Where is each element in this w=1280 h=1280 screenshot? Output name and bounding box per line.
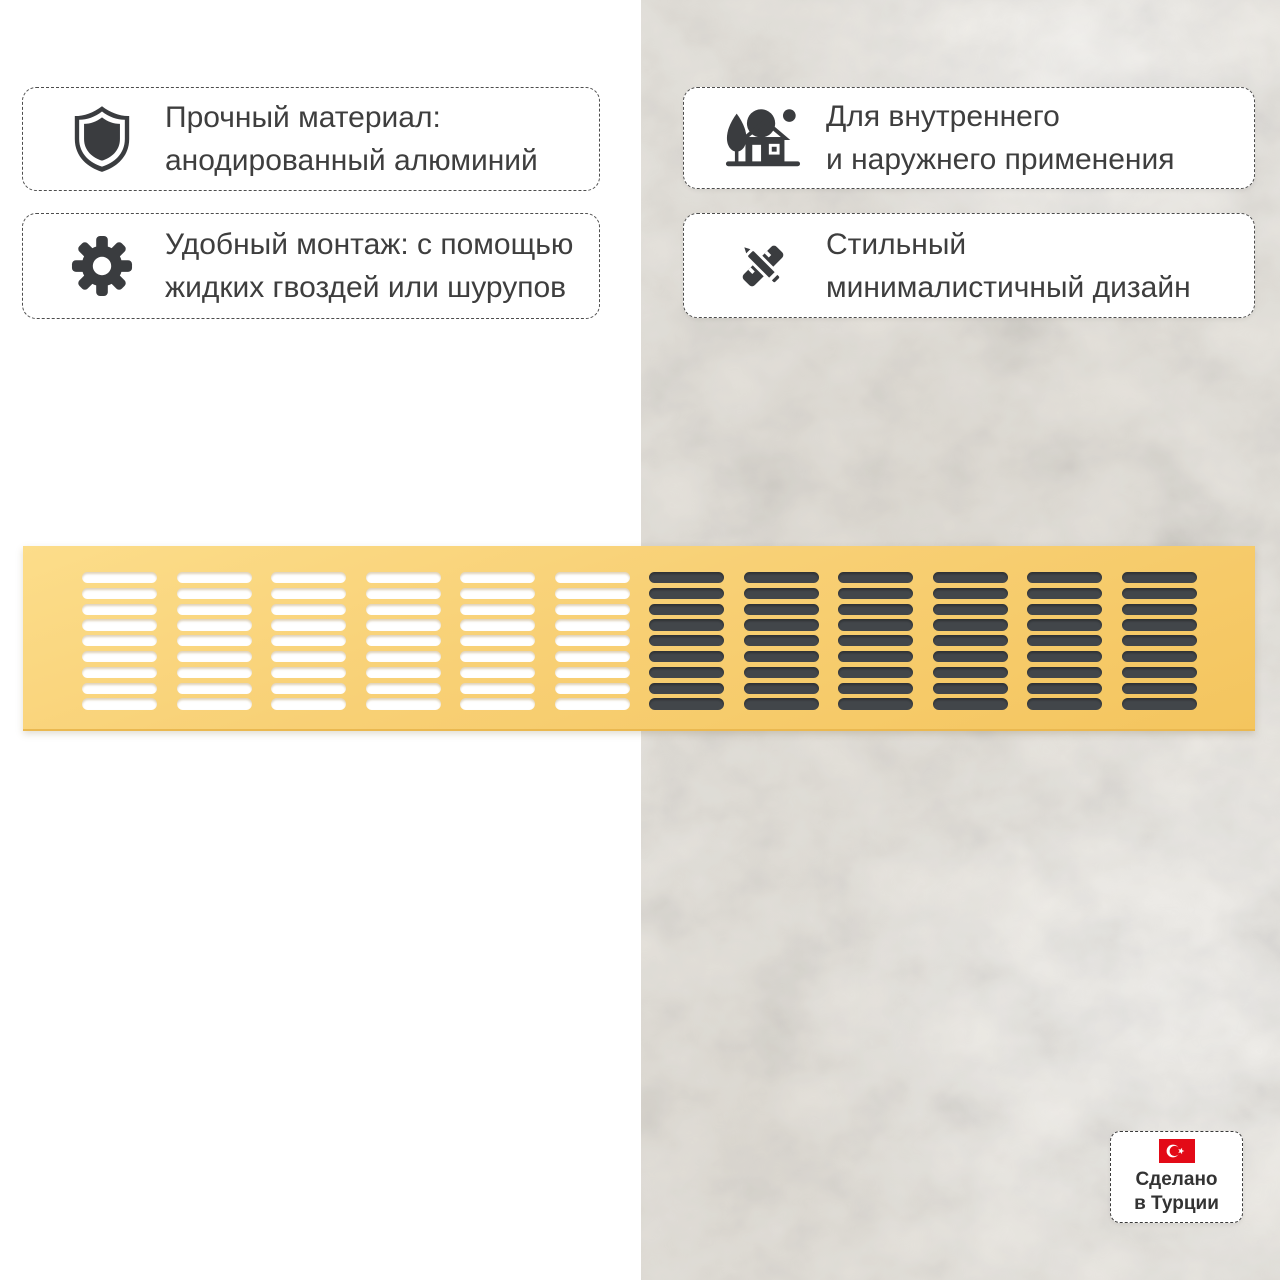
grille-slot xyxy=(366,683,441,694)
grille-slot xyxy=(555,604,630,615)
grille-slot xyxy=(555,588,630,599)
grille-slot xyxy=(460,635,535,646)
feature-text-line: анодированный алюминий xyxy=(165,144,538,177)
grille-slot xyxy=(933,635,1008,646)
grille-slot xyxy=(271,651,346,662)
grille-slot xyxy=(1027,651,1102,662)
feature-text-line: Стильный xyxy=(826,227,967,261)
grille-slot xyxy=(555,619,630,630)
made-in-label-line: в Турции xyxy=(1134,1192,1219,1214)
grille-slot xyxy=(271,635,346,646)
ventilation-grille xyxy=(23,546,1255,731)
feature-easy-mounting xyxy=(22,213,600,319)
grille-slot xyxy=(555,698,630,709)
grille-slot xyxy=(460,698,535,709)
grille-slot xyxy=(744,635,819,646)
grille-slot xyxy=(366,604,441,615)
grille-slot xyxy=(177,651,252,662)
grille-slot xyxy=(838,683,913,694)
grille-slot xyxy=(555,683,630,694)
grille-slot xyxy=(82,588,157,599)
grille-slot xyxy=(838,667,913,678)
grille-slot xyxy=(460,588,535,599)
grille-slot xyxy=(1122,588,1197,599)
grille-slot xyxy=(744,651,819,662)
grille-slot xyxy=(460,651,535,662)
grille-slot xyxy=(1027,635,1102,646)
grille-slot xyxy=(1027,683,1102,694)
grille-slot xyxy=(177,667,252,678)
grille-slot xyxy=(177,588,252,599)
pencil-ruler-icon xyxy=(724,235,802,297)
feature-text-line: Прочный материал: xyxy=(165,101,441,134)
grille-slot xyxy=(177,683,252,694)
feature-text-line: жидких гвоздей или шурупов xyxy=(165,271,567,304)
grille-slot xyxy=(177,698,252,709)
grille-slot xyxy=(271,572,346,583)
grille-slot xyxy=(1027,667,1102,678)
house-icon xyxy=(724,106,802,170)
grille-slot xyxy=(460,604,535,615)
grille-slot xyxy=(366,588,441,599)
grille-slot xyxy=(838,651,913,662)
grille-slot xyxy=(82,619,157,630)
made-in-label-line: Сделано xyxy=(1135,1168,1218,1190)
grille-slot xyxy=(649,604,724,615)
grille-slot xyxy=(177,604,252,615)
grille-slot xyxy=(271,698,346,709)
shield-icon xyxy=(63,105,141,173)
grille-slot xyxy=(555,572,630,583)
grille-slot xyxy=(933,572,1008,583)
made-in-turkey-badge xyxy=(1110,1131,1243,1223)
grille-slot xyxy=(1027,619,1102,630)
grille-slot xyxy=(744,588,819,599)
grille-slot xyxy=(82,698,157,709)
grille-slot xyxy=(82,667,157,678)
grille-slot xyxy=(838,588,913,599)
grille-slot xyxy=(177,619,252,630)
grille-slot xyxy=(460,572,535,583)
grille-slot xyxy=(177,572,252,583)
grille-slot xyxy=(838,572,913,583)
grille-slot xyxy=(555,651,630,662)
grille-slot xyxy=(366,667,441,678)
grille-slot xyxy=(649,619,724,630)
grille-slot xyxy=(1122,572,1197,583)
grille-slot xyxy=(744,604,819,615)
grille-slot xyxy=(271,667,346,678)
grille-slot xyxy=(744,572,819,583)
grille-slot xyxy=(838,635,913,646)
grille-slot xyxy=(649,651,724,662)
feature-text-line: и наружнего применения xyxy=(826,143,1175,176)
grille-slot xyxy=(838,619,913,630)
grille-slot xyxy=(744,683,819,694)
feature-minimalist-design xyxy=(683,213,1255,318)
grille-slot xyxy=(649,683,724,694)
feature-text-line: Удобный монтаж: с помощью xyxy=(165,228,574,261)
feature-text-line: Для внутреннего xyxy=(826,100,1060,133)
feature-text-line: минималистичный дизайн xyxy=(826,270,1191,304)
grille-slot xyxy=(271,604,346,615)
grille-slot xyxy=(366,572,441,583)
grille-slot xyxy=(838,698,913,709)
grille-slot xyxy=(1027,604,1102,615)
grille-slot xyxy=(933,667,1008,678)
grille-slot xyxy=(744,667,819,678)
grille-slot xyxy=(933,588,1008,599)
grille-slot xyxy=(177,635,252,646)
grille-slot xyxy=(1027,572,1102,583)
grille-slot xyxy=(838,604,913,615)
grille-slot xyxy=(366,651,441,662)
grille-slot xyxy=(271,588,346,599)
grille-slot xyxy=(649,667,724,678)
grille-slot xyxy=(933,604,1008,615)
grille-slot xyxy=(1122,651,1197,662)
grille-slot xyxy=(82,604,157,615)
grille-slot xyxy=(366,619,441,630)
grille-slot xyxy=(1027,588,1102,599)
grille-slot xyxy=(271,619,346,630)
grille-slot xyxy=(271,683,346,694)
gear-icon xyxy=(63,235,141,297)
turkey-flag-icon xyxy=(1159,1139,1195,1163)
feature-indoor-outdoor xyxy=(683,87,1255,189)
grille-slot xyxy=(1122,635,1197,646)
grille-slot xyxy=(1027,698,1102,709)
grille-slot xyxy=(1122,698,1197,709)
grille-slot xyxy=(649,572,724,583)
feature-durable-material xyxy=(22,87,600,191)
grille-slot xyxy=(555,667,630,678)
grille-slot xyxy=(933,698,1008,709)
grille-slot xyxy=(82,572,157,583)
grille-slot xyxy=(649,635,724,646)
grille-slot xyxy=(1122,683,1197,694)
grille-slot xyxy=(366,698,441,709)
grille-slot xyxy=(82,651,157,662)
grille-slot xyxy=(555,635,630,646)
grille-slot xyxy=(933,651,1008,662)
grille-slot xyxy=(933,619,1008,630)
grille-slot xyxy=(460,667,535,678)
grille-slot xyxy=(82,683,157,694)
grille-slot xyxy=(933,683,1008,694)
grille-slot xyxy=(649,698,724,709)
grille-slot xyxy=(1122,667,1197,678)
grille-slot xyxy=(366,635,441,646)
grille-slot xyxy=(460,619,535,630)
grille-slot xyxy=(1122,604,1197,615)
grille-slot xyxy=(649,588,724,599)
grille-slot xyxy=(460,683,535,694)
grille-slot xyxy=(1122,619,1197,630)
grille-slot xyxy=(744,619,819,630)
grille-slot xyxy=(744,698,819,709)
grille-slot xyxy=(82,635,157,646)
